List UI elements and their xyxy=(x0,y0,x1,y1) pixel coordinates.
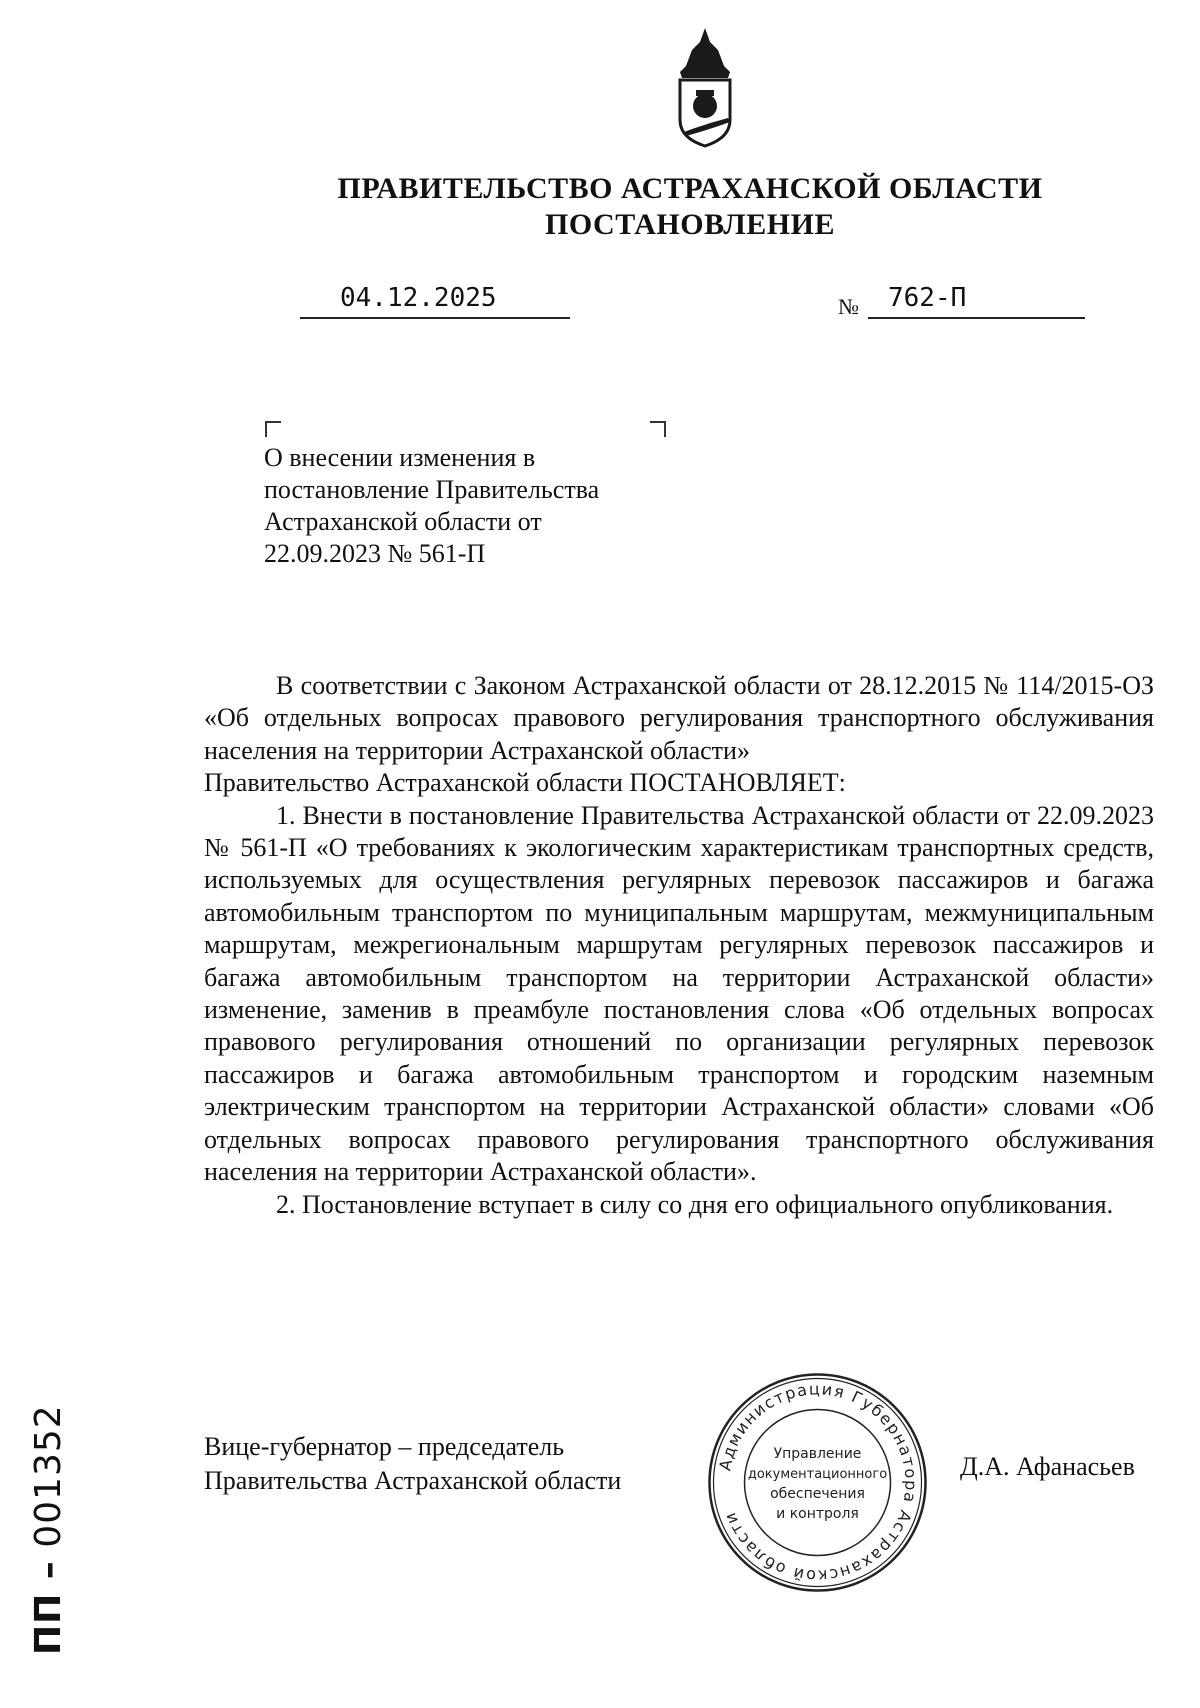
coat-of-arms-emblem xyxy=(650,28,760,153)
item-2-paragraph: 2. Постановление вступает в силу со дня его официального опубликования. xyxy=(276,1189,1114,1219)
org-title: ПРАВИТЕЛЬСТВО АСТРАХАНСКОЙ ОБЛАСТИ xyxy=(337,172,1043,205)
margin-registration-code xyxy=(28,1395,88,1655)
decree-line: Правительство Астраханской области ПОСТАНОВЛЯЕТ: xyxy=(204,768,846,798)
decree-date: 04.12.2025 xyxy=(300,283,570,319)
stamp-ring-text: Администрация Губернатора Астраханской области xyxy=(715,1379,921,1586)
subject-bracket-right xyxy=(650,421,666,437)
item-1-paragraph: 1. Внести в постановление Правительства Астраханской области от 22.09.2023 № 561-П «О требованиях к экологическим характеристикам транспортных средств, используемых для осуществления регулярных перевозок пассажиров и багажа автомобильным транспортом по муниципальным маршрутам, межмуниципальным маршрутам, межрегиональным маршрутам регулярных перевозок пассажиров и багажа автомобильным транспортом на территории Астраханской области» изменение, заменив в преамбуле постановления слова «Об отдельных вопросах правового регулирования отношений по организации регулярных перевозок пассажиров и багажа автомобильным транспортом и городским наземным электрическим транспортом на территории Астраханской области» словами «Об отдельных вопросах правового регулирования транспортного обслуживания населения на территории Астраханской области». xyxy=(204,800,1154,1187)
signatory-title xyxy=(204,1430,621,1498)
signatory-title-line-1: Вице-губернатор – председатель xyxy=(204,1432,565,1461)
decree-body xyxy=(204,670,1154,1221)
stamp-inner-line-4: и контроля xyxy=(776,1506,859,1522)
number-label: № xyxy=(838,294,859,319)
decree-number: 762-П xyxy=(868,283,1085,319)
subject-bracket-left xyxy=(265,421,281,437)
doc-type-title: ПОСТАНОВЛЕНИЕ xyxy=(545,208,835,241)
decree-subject: О внесении изменения в постановление Правительства Астраханской области от 22.09.2023 № 561-П xyxy=(264,443,600,568)
signatory-title-line-2: Правительства Астраханской области xyxy=(204,1466,622,1495)
stamp-inner-line-3: обеспечения xyxy=(770,1486,865,1502)
margin-code-number: 001352 xyxy=(28,1404,69,1548)
official-stamp xyxy=(705,1370,930,1595)
signatory-name: Д.А. Афанасьев xyxy=(960,1452,1135,1481)
margin-code-prefix: ПП – xyxy=(28,1560,69,1655)
stamp-inner-line-1: Управление xyxy=(773,1446,862,1462)
preamble-paragraph: В соответствии с Законом Астраханской области от 28.12.2015 № 114/2015-ОЗ «Об отдельных вопросах правового регулирования транспортного обслуживания населения на территории Астраханской области» xyxy=(204,671,1154,765)
stamp-inner-line-2: документационного xyxy=(747,1467,888,1482)
